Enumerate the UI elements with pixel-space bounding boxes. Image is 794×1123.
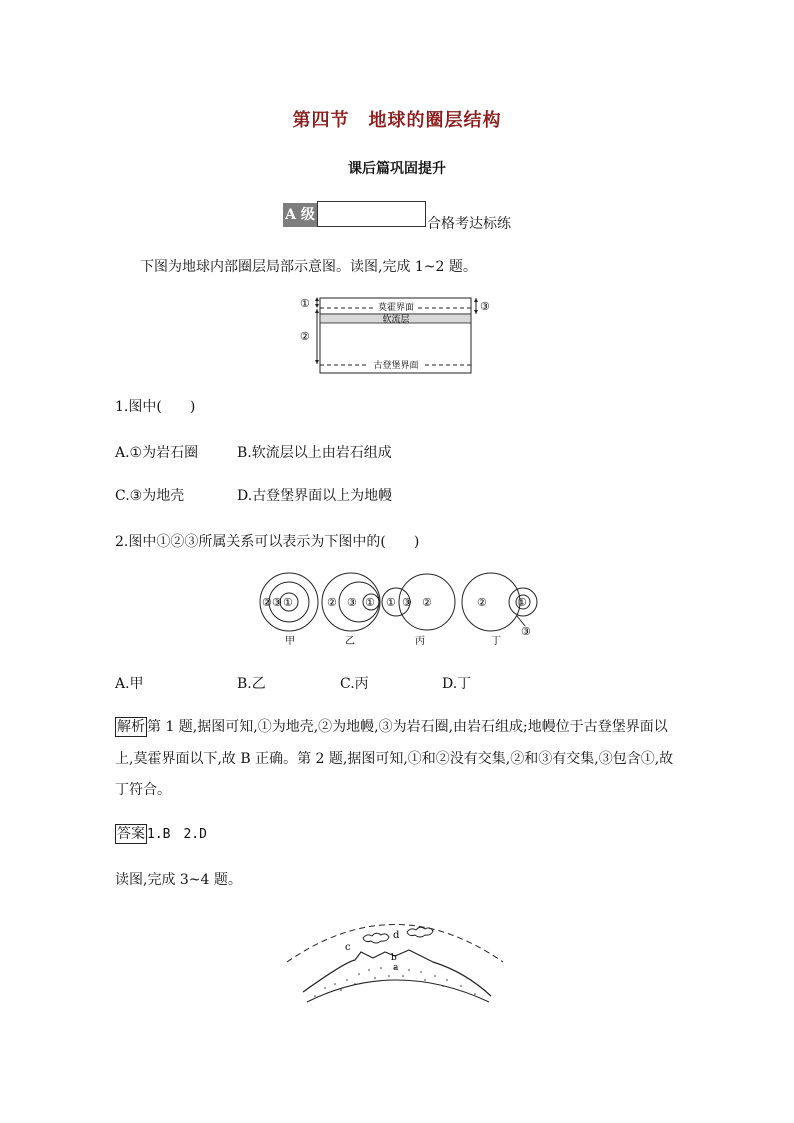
answer-label: 答案	[117, 826, 145, 842]
marker-1: ①	[300, 297, 310, 310]
analysis-text-1: 第 1 题,据图可知,①为地壳,②为地幔,③为岩石圈,由岩石组成;地幔位于古登堡界面以	[147, 719, 668, 735]
analysis-line-2: 上,莫霍界面以下,故 B 正确。第 2 题,据图可知,①和②没有交集,②和③有交集,③包含①,故	[115, 751, 674, 767]
label-a: a	[393, 963, 399, 973]
crust-bottom-arc	[307, 980, 489, 1002]
yi-label-3: ③	[347, 596, 357, 609]
q1-stem: 1.图中( )	[115, 399, 196, 415]
jia-label-3: ③	[272, 596, 282, 609]
label-d: d	[393, 930, 400, 941]
jia-label-2: ②	[262, 596, 272, 609]
ding-label-2: ②	[477, 596, 487, 609]
analysis-label: 解析	[117, 719, 145, 735]
q1-option-d: D.古登堡界面以上为地幔	[237, 488, 393, 504]
caption-yi: 乙	[345, 636, 355, 647]
q2-option-b: B.乙	[237, 676, 266, 692]
level-badge: A 级	[283, 203, 317, 227]
layer-diagram	[290, 290, 500, 380]
asthenosphere-label: 软流层	[382, 315, 410, 325]
gutenberg-label: 古登堡界面	[373, 361, 419, 371]
marker-3: ③	[480, 300, 490, 313]
q2-option-a: A.甲	[115, 676, 144, 692]
bing-label-2: ②	[422, 596, 432, 609]
level-label: 合格考达标练	[427, 216, 511, 232]
intro-1: 下图为地球内部圈层局部示意图。读图,完成 1~2 题。	[140, 259, 477, 275]
q1-option-c: C.③为地壳	[115, 488, 185, 504]
label-b: b	[391, 953, 397, 963]
q1-option-a: A.①为岩石圈	[115, 445, 199, 461]
q2-option-c: C.丙	[340, 676, 369, 692]
section-subtitle: 课后篇巩固提升	[348, 161, 446, 177]
ding-label-1: ①	[517, 596, 527, 609]
cloud-left	[363, 933, 389, 943]
moho-label: 莫霍界面	[377, 303, 415, 313]
ding-label-3: ③	[521, 625, 531, 638]
analysis-line-1	[115, 717, 668, 737]
answer-text: 1.B 2.D	[147, 827, 207, 842]
caption-bing: 丙	[415, 636, 425, 647]
intro-2: 读图,完成 3~4 题。	[115, 872, 242, 888]
page-title: 第四节 地球的圈层结构	[292, 110, 502, 131]
marker-2: ②	[300, 330, 310, 343]
bing-label-3: ③	[402, 596, 412, 609]
caption-jia: 甲	[285, 636, 295, 647]
answer-line	[115, 824, 207, 845]
yi-label-2: ②	[327, 596, 337, 609]
jia-label-1: ①	[283, 596, 293, 609]
caption-ding: 丁	[491, 636, 501, 647]
analysis-line-3: 丁符合。	[115, 782, 171, 798]
surface-line	[303, 950, 491, 996]
yi-label-1: ①	[365, 596, 375, 609]
q2-option-d: D.丁	[442, 676, 472, 692]
crust-diagram	[285, 912, 505, 1004]
level-box	[317, 201, 426, 227]
q2-stem: 2.图中①②③所属关系可以表示为下图中的( )	[115, 534, 420, 550]
relation-diagram	[255, 568, 545, 650]
q1-option-b: B.软流层以上由岩石组成	[237, 445, 392, 461]
label-c: c	[345, 942, 351, 953]
bing-label-1: ①	[386, 596, 396, 609]
